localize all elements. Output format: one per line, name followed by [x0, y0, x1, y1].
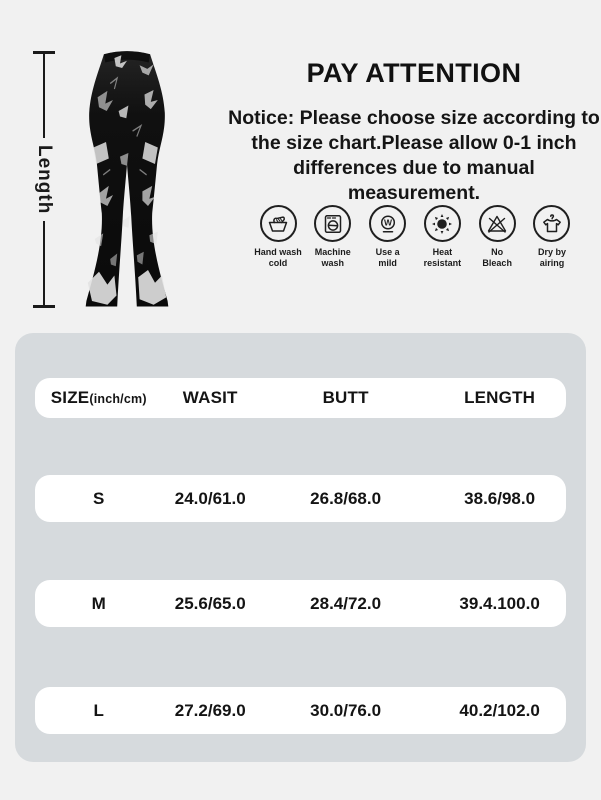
waist-cell: 27.2/69.0 [174, 700, 246, 720]
care-instructions-row [252, 205, 578, 269]
size-cell: L [93, 700, 104, 720]
care-item-hand-wash [252, 205, 304, 269]
header-cell-waist: WASIT [182, 388, 238, 407]
butt-cell: 28.4/72.0 [310, 593, 382, 613]
butt-cell: 26.8/68.0 [310, 488, 382, 508]
attention-title: PAY ATTENTION [306, 58, 522, 88]
size-row-m [35, 580, 566, 627]
header-cell-length: LENGTH [464, 388, 536, 407]
butt-cell: 30.0/76.0 [310, 700, 382, 720]
size-notice-text [228, 106, 600, 206]
size-row-l [35, 687, 566, 734]
attention-block [228, 0, 600, 268]
size-cell: M [91, 593, 106, 613]
waist-cell: 25.6/65.0 [174, 593, 246, 613]
length-measure [32, 51, 56, 308]
machine-wash-icon [314, 205, 351, 242]
care-label: Hand wash cold [254, 247, 302, 268]
length-cell: 38.6/98.0 [464, 488, 536, 508]
product-image-pants [78, 47, 176, 312]
top-section [0, 0, 601, 333]
no-bleach-icon [479, 205, 516, 242]
care-item-machine-wash [307, 205, 359, 269]
measure-bottom-cap [33, 305, 55, 308]
notice-line-2: the size chart.Please allow 0-1 inch [251, 132, 577, 154]
header-cell-butt: BUTT [322, 388, 369, 407]
care-label: Use a mild [375, 247, 400, 268]
notice-line-1: Notice: Please choose size according to [228, 107, 600, 129]
care-item-no-bleach [471, 205, 523, 269]
care-item-heat-resistant [416, 205, 468, 269]
hand-wash-icon [260, 205, 297, 242]
waist-cell: 24.0/61.0 [174, 488, 246, 508]
care-item-dry-airing [526, 205, 578, 269]
size-cell: S [93, 488, 105, 508]
size-chart-header-row [35, 378, 566, 418]
care-label: Machine wash [314, 247, 351, 268]
length-cell: 39.4.100.0 [459, 593, 540, 613]
care-item-mild-detergent [362, 205, 414, 269]
size-chart-panel [15, 333, 586, 762]
length-cell: 40.2/102.0 [459, 700, 540, 720]
heat-resistant-icon [424, 205, 461, 242]
measure-line-lower [43, 221, 46, 305]
measure-line-upper [43, 54, 46, 138]
svg-text:W: W [383, 217, 392, 228]
mild-detergent-icon [369, 205, 406, 242]
care-label: No Bleach [482, 247, 512, 268]
care-label: Heat resistant [423, 247, 462, 268]
care-label: Dry by airing [537, 247, 566, 268]
length-measure-label: Length [34, 144, 55, 215]
notice-line-3: differences due to manual measurement. [293, 157, 535, 204]
dry-airing-icon [533, 205, 570, 242]
header-cell-size: SIZE(inch/cm) [50, 388, 147, 407]
size-row-s [35, 475, 566, 522]
